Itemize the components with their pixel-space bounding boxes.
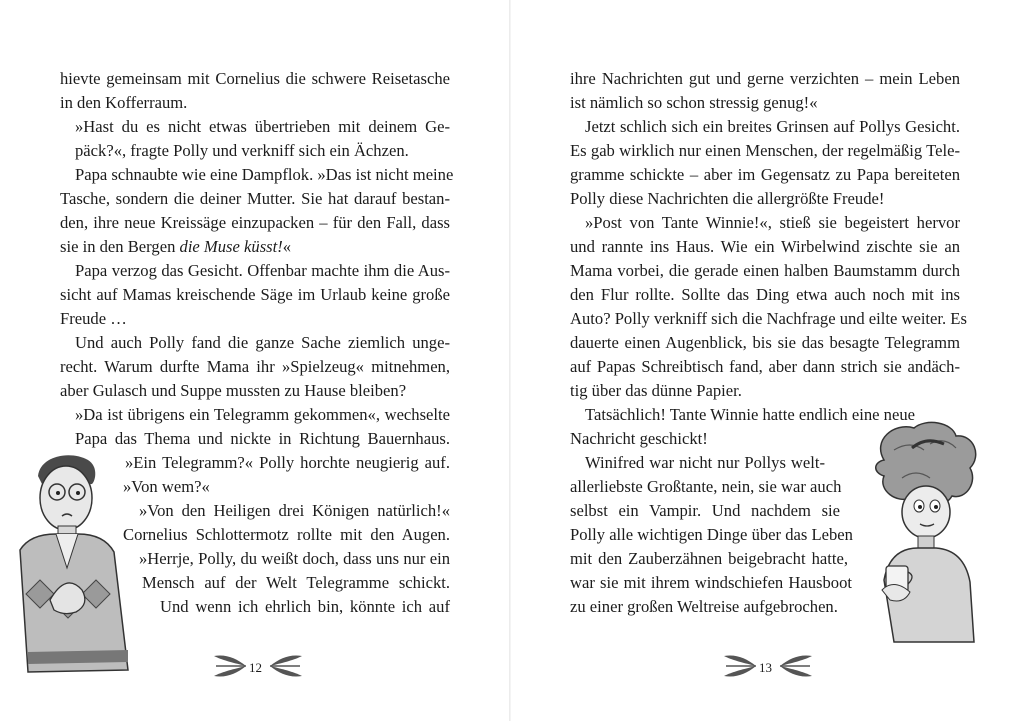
text-line: Cornelius Schlottermotz rollte mit den Augen. (123, 525, 450, 544)
text-line: Und wenn ich ehrlich bin, könnte ich auf (160, 597, 450, 616)
text-line: »Ein Telegramm?« Polly horchte neugierig auf. (125, 453, 450, 472)
text-line: Tasche, sondern die deiner Mutter. Sie hat darauf bestan- (60, 189, 450, 208)
papa-illustration (10, 450, 150, 682)
text-line: und rannte ins Haus. Wie ein Wirbelwind zischte sie an (570, 237, 960, 256)
leaf-ornament-icon (722, 652, 758, 680)
text-line: Winifred war nicht nur Pollys welt- (585, 453, 825, 472)
text-line: den Flur rollte. Sollte das Ding etwa auch noch mit ins (570, 285, 960, 304)
text-line: »Von wem?« (123, 477, 210, 496)
text-line: war sie mit ihrem windschiefen Hausboot (570, 573, 852, 592)
text-line: Papa das Thema und nickte in Richtung Bauernhaus. (75, 429, 450, 448)
text-line: »Von den Heiligen drei Königen natürlich!« (139, 501, 450, 520)
leaf-ornament-icon (778, 652, 814, 680)
text-line: selbst ein Vampir. Und nachdem sie (570, 501, 840, 520)
leaf-ornament-icon (212, 652, 248, 680)
text-line: zu einer großen Weltreise aufgebrochen. (570, 597, 838, 616)
text-line: Polly alle wichtigen Dinge über das Leben (570, 525, 853, 544)
text-segment: sie in den Bergen (60, 237, 180, 256)
text-line: »Herrje, Polly, du weißt doch, dass uns nur ein (139, 549, 450, 568)
text-line: Mama vorbei, die gerade einen halben Baumstamm durch (570, 261, 960, 280)
leaf-ornament-icon (268, 652, 304, 680)
text-line: allerliebste Großtante, nein, sie war auch (570, 477, 842, 496)
text-line: ihre Nachrichten gut und gerne verzichten – mein Leben (570, 69, 960, 88)
text-line: Papa verzog das Gesicht. Offenbar machte ihm die Aus- (75, 261, 450, 280)
text-line: Polly diese Nachrichten die allergrößte Freude! (570, 189, 885, 208)
text-line: dauerte einen Augenblick, bis sie das besagte Telegramm (570, 333, 960, 352)
text-line: mit den Zauberzähnen beigebracht hatte, (570, 549, 848, 568)
text-line: auf Papas Schreibtisch fand, aber dann strich sie andäch- (570, 357, 960, 376)
text-line: recht. Warum durfte Mama ihr »Spielzeug« mitnehmen, (60, 357, 450, 376)
text-line: tig über das dünne Papier. (570, 381, 742, 400)
text-line: »Post von Tante Winnie!«, stieß sie begeistert hervor (585, 213, 960, 232)
page-number: 12 (249, 660, 262, 675)
text-line: Mensch auf der Welt Telegramme schickt. (142, 573, 450, 592)
text-line (60, 237, 450, 257)
text-segment: « (282, 237, 292, 256)
text-line: Nachricht geschickt! (570, 429, 708, 448)
text-line: »Hast du es nicht etwas übertrieben mit deinem Ge- (75, 117, 450, 136)
tante-winnie-illustration (864, 420, 986, 646)
text-line: Es gab wirklich nur einen Menschen, der regelmäßig Tele- (570, 141, 960, 160)
text-line: Tatsächlich! Tante Winnie hatte endlich eine neue (585, 405, 915, 424)
text-line: hievte gemeinsam mit Cornelius die schwere Reisetasche (60, 69, 450, 88)
text-line: den, ihre neue Kreissäge einzupacken – für den Fall, dass (60, 213, 450, 232)
text-line: ist nämlich so schon stressig genug!« (570, 93, 818, 112)
page-number: 13 (759, 660, 772, 675)
text-line: Freude … (60, 309, 127, 328)
text-line: gramme schickte – aber im Gegensatz zu Papa bereiteten (570, 165, 960, 184)
text-line: sicht auf Mamas kreischende Säge im Urlaub keine große (60, 285, 450, 304)
text-line: »Da ist übrigens ein Telegramm gekommen«, wechselte (75, 405, 450, 424)
italic-phrase: die Muse küsst! (179, 237, 283, 256)
text-line: Und auch Polly fand die ganze Sache ziemlich unge- (75, 333, 450, 352)
text-line: Auto? Polly verkniff sich die Nachfrage und eilte weiter. Es (570, 309, 967, 328)
text-line: Jetzt schlich sich ein breites Grinsen auf Pollys Gesicht. (585, 117, 960, 136)
text-line: Papa schnaubte wie eine Dampflok. »Das ist nicht meine (75, 165, 454, 184)
text-line: aber Gulasch und Suppe mussten zu Hause bleiben? (60, 381, 407, 400)
text-line: in den Kofferraum. (60, 93, 188, 112)
text-line: päck?«, fragte Polly und verkniff sich ein Ächzen. (75, 141, 409, 160)
right-page (510, 0, 1020, 721)
